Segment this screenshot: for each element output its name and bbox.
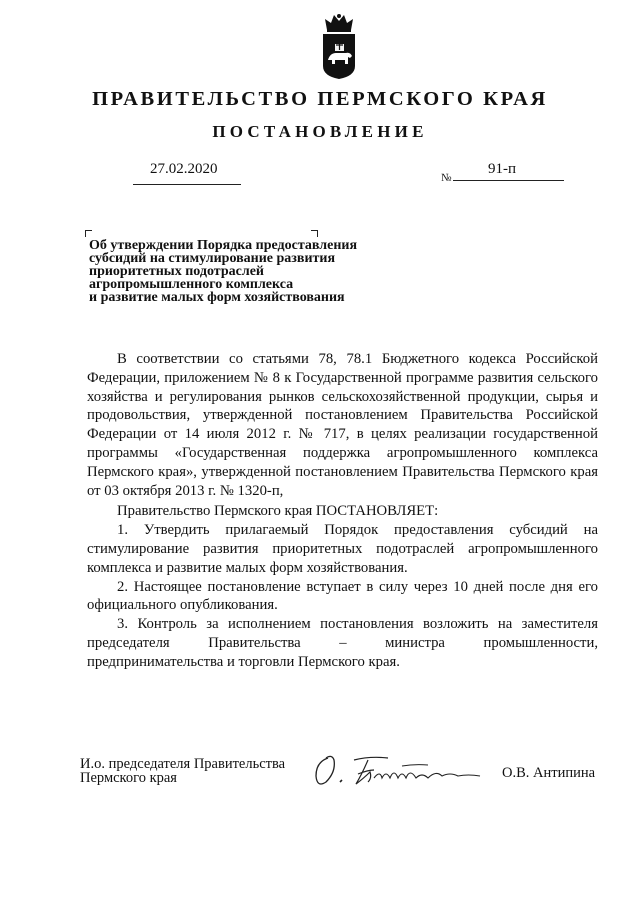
document-subject [89,239,357,304]
number-sign: № [441,172,452,184]
document-number: 91-п [488,161,517,177]
document-date: 27.02.2020 [150,161,218,177]
perm-krai-coat-of-arms-icon [319,12,359,80]
subject-line: агропромышленного комплекса [89,277,294,292]
government-title: ПРАВИТЕЛЬСТВО ПЕРМСКОГО КРАЯ [92,88,548,110]
subject-line: и развитие малых форм хозяйствования [89,290,345,305]
subject-line: субсидий на стимулирование развития [89,251,336,266]
subject-corner-right [311,230,318,237]
date-underline [133,184,241,185]
subject-line: приоритетных подотраслей [89,264,264,279]
signatory-position-line: Пермского края [80,770,177,786]
number-underline [453,180,564,181]
body-paragraph: Правительство Пермского края ПОСТАНОВЛЯЕТ: [117,503,439,520]
body-paragraph: 1. Утвердить прилагаемый Порядок предоставления субсидий на стимулирование развития приоритетных подотраслей агропромышленного комплекса и развитие малых форм хозяйствования. [87,522,598,576]
document-type: ПОСТАНОВЛЕНИЕ [212,122,428,141]
body-paragraph: В соответствии со статьями 78, 78.1 Бюджетного кодекса Российской Федерации, приложением № 8 к Государственной программе развития сельского хозяйства и регулирования рынков сельскохозяйственной продукции, сырья и продовольствия, утвержденной постановлением Правительства Российской Федерации от 14 июля 2012 г. № 717, в целях реализации государственной программы «Государственная поддержка агропромышленного комплекса Пермского края», утвержденной постановлением Правительства Пермского края от 03 октября 2013 г. № 1320-п, [87,351,598,499]
body-paragraph: 3. Контроль за исполнением постановления возложить на заместителя председателя Правительства – министра промышленности, предпринимательства и торговли Пермского края. [87,616,598,670]
subject-corner-left [85,230,92,237]
signatory-position [80,757,285,785]
handwritten-signature [310,748,492,792]
document-body [87,350,598,672]
signatory-position-line: И.о. председателя Правительства [80,756,286,772]
subject-line: Об утверждении Порядка предоставления [89,238,358,253]
body-paragraph: 2. Настоящее постановление вступает в силу через 10 дней после дня его официального опубликования. [87,578,598,614]
signatory-name: О.В. Антипина [502,765,596,781]
